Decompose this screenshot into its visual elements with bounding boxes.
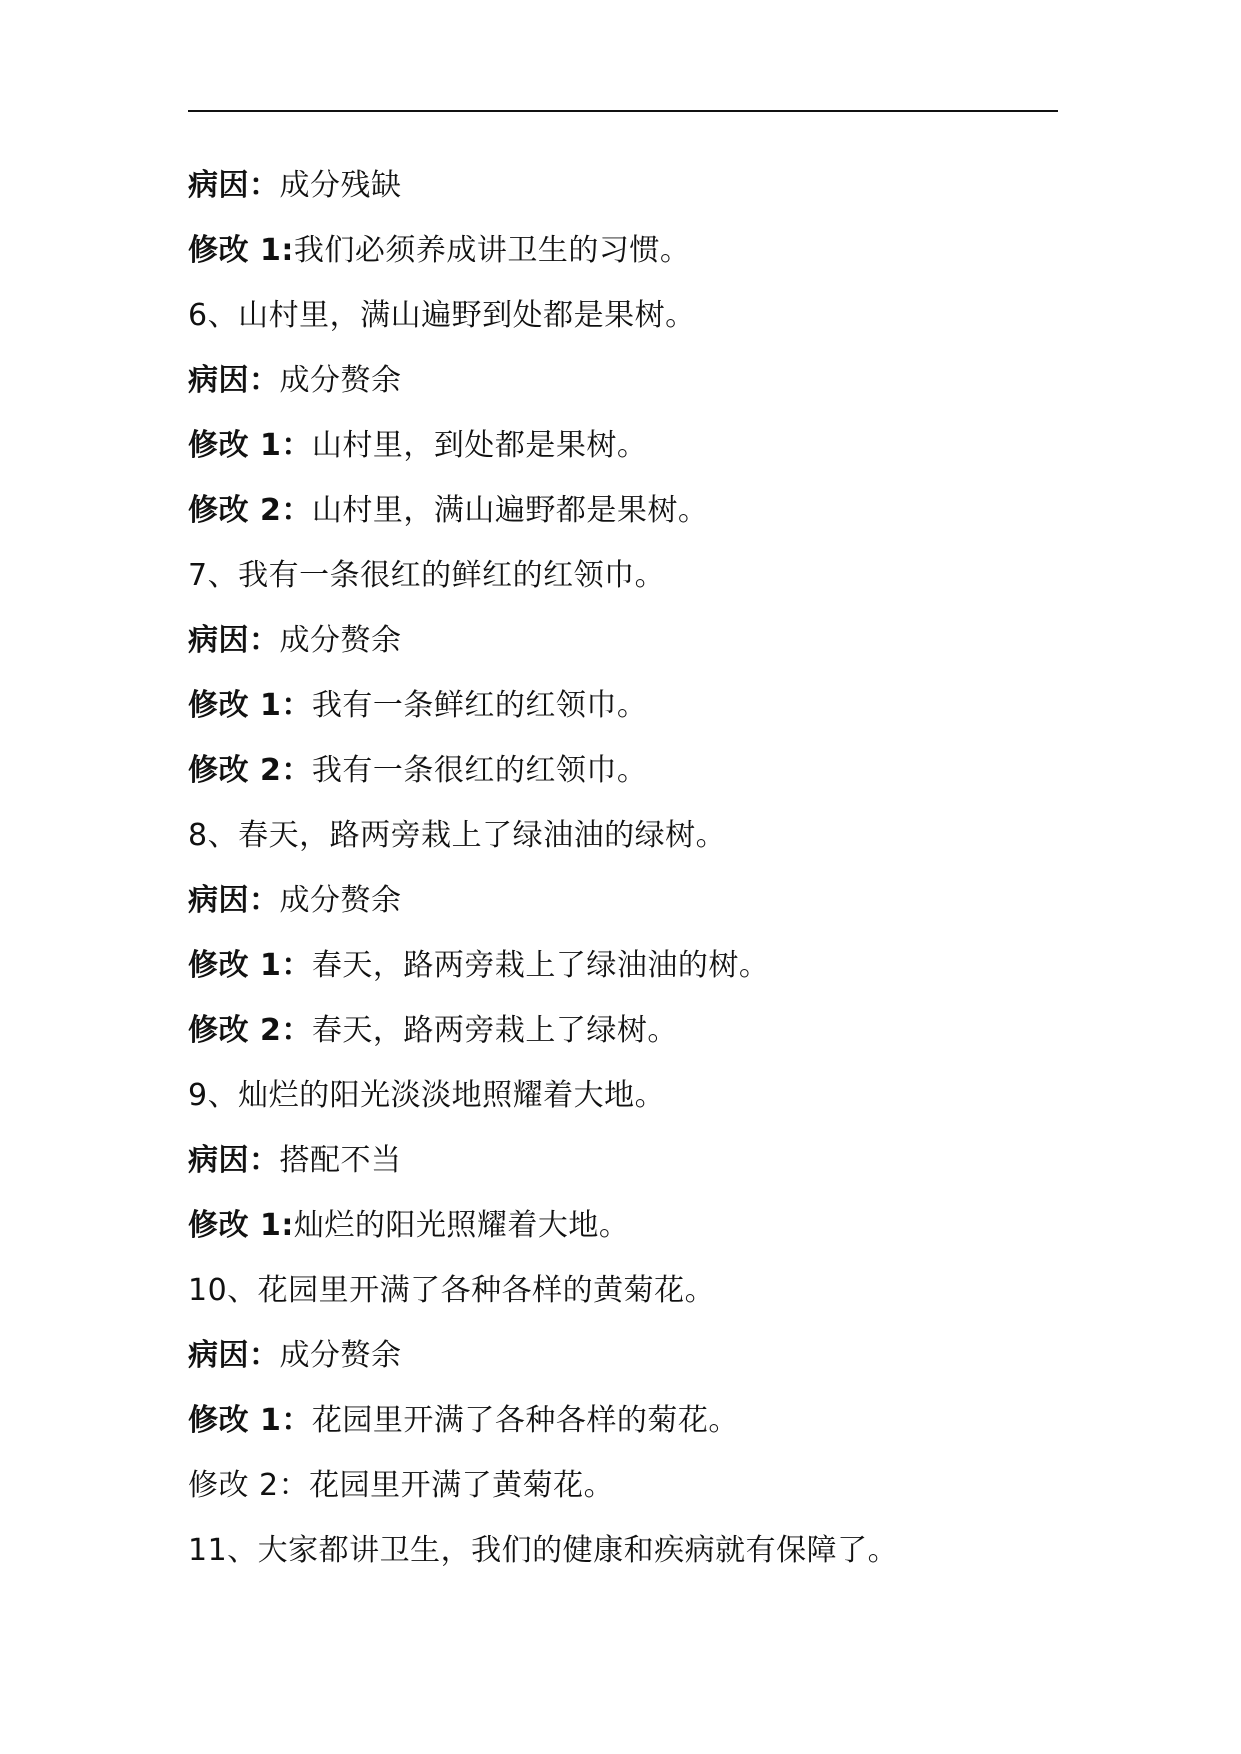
line-text: 灿烂的阳光照耀着大地。 xyxy=(293,1208,630,1243)
line-text: 成分赘余 xyxy=(279,363,402,398)
cause-line xyxy=(188,158,1088,223)
question-sentence xyxy=(188,288,1088,353)
cause-line xyxy=(188,1133,1088,1198)
line-text: 我有一条很红的红领巾。 xyxy=(311,753,648,788)
line-text: 我有一条鲜红的红领巾。 xyxy=(311,688,648,723)
line-text: 春天，路两旁栽上了绿油油的树。 xyxy=(311,948,770,983)
line-text: 花园里开满了黄菊花。 xyxy=(309,1468,615,1503)
line-label: 修改 2： xyxy=(188,1468,310,1503)
line-text: 山村里，到处都是果树。 xyxy=(311,428,648,463)
cause-line xyxy=(188,353,1088,418)
cause-line xyxy=(188,613,1088,678)
line-label: 修改 2： xyxy=(188,493,312,528)
line-label: 病因： xyxy=(188,1143,280,1178)
line-label: 修改 1: xyxy=(188,1208,294,1243)
revision-line xyxy=(188,483,1088,548)
header-rule xyxy=(188,110,1058,112)
line-text: 10、花园里开满了各种各样的黄菊花。 xyxy=(188,1273,716,1308)
line-label: 病因： xyxy=(188,363,280,398)
line-text: 8、春天，路两旁栽上了绿油油的绿树。 xyxy=(188,818,727,853)
cause-line xyxy=(188,1328,1088,1393)
line-text: 我们必须养成讲卫生的习惯。 xyxy=(293,233,691,268)
revision-line xyxy=(188,1458,1088,1523)
line-label: 修改 1： xyxy=(188,428,312,463)
line-label: 修改 1： xyxy=(188,688,312,723)
line-label: 病因： xyxy=(188,168,280,203)
line-text: 搭配不当 xyxy=(279,1143,402,1178)
line-text: 11、大家都讲卫生，我们的健康和疾病就有保障了。 xyxy=(188,1533,899,1568)
line-text: 成分赘余 xyxy=(279,883,402,918)
line-text: 成分赘余 xyxy=(279,623,402,658)
line-text: 成分赘余 xyxy=(279,1338,402,1373)
question-sentence xyxy=(188,1263,1088,1328)
question-sentence xyxy=(188,1523,1088,1588)
revision-line xyxy=(188,1198,1088,1263)
line-label: 修改 2： xyxy=(188,753,312,788)
line-label: 修改 2： xyxy=(188,1013,312,1048)
line-label: 修改 1: xyxy=(188,233,294,268)
line-label: 病因： xyxy=(188,883,280,918)
revision-line xyxy=(188,1003,1088,1068)
line-text: 9、灿烂的阳光淡淡地照耀着大地。 xyxy=(188,1078,666,1113)
revision-line xyxy=(188,743,1088,808)
revision-line xyxy=(188,418,1088,483)
revision-line xyxy=(188,223,1088,288)
line-label: 病因： xyxy=(188,1338,280,1373)
revision-line xyxy=(188,938,1088,1003)
line-text: 成分残缺 xyxy=(279,168,402,203)
question-sentence xyxy=(188,808,1088,873)
line-text: 6、山村里，满山遍野到处都是果树。 xyxy=(188,298,696,333)
question-sentence xyxy=(188,548,1088,613)
line-text: 山村里，满山遍野都是果树。 xyxy=(311,493,709,528)
revision-line xyxy=(188,678,1088,743)
line-text: 7、我有一条很红的鲜红的红领巾。 xyxy=(188,558,666,593)
line-label: 病因： xyxy=(188,623,280,658)
line-label: 修改 1： xyxy=(188,1403,312,1438)
cause-line xyxy=(188,873,1088,938)
line-text: 花园里开满了各种各样的菊花。 xyxy=(311,1403,739,1438)
revision-line xyxy=(188,1393,1088,1458)
exercise-list xyxy=(188,158,1088,1588)
line-label: 修改 1： xyxy=(188,948,312,983)
line-text: 春天，路两旁栽上了绿树。 xyxy=(311,1013,678,1048)
question-sentence xyxy=(188,1068,1088,1133)
